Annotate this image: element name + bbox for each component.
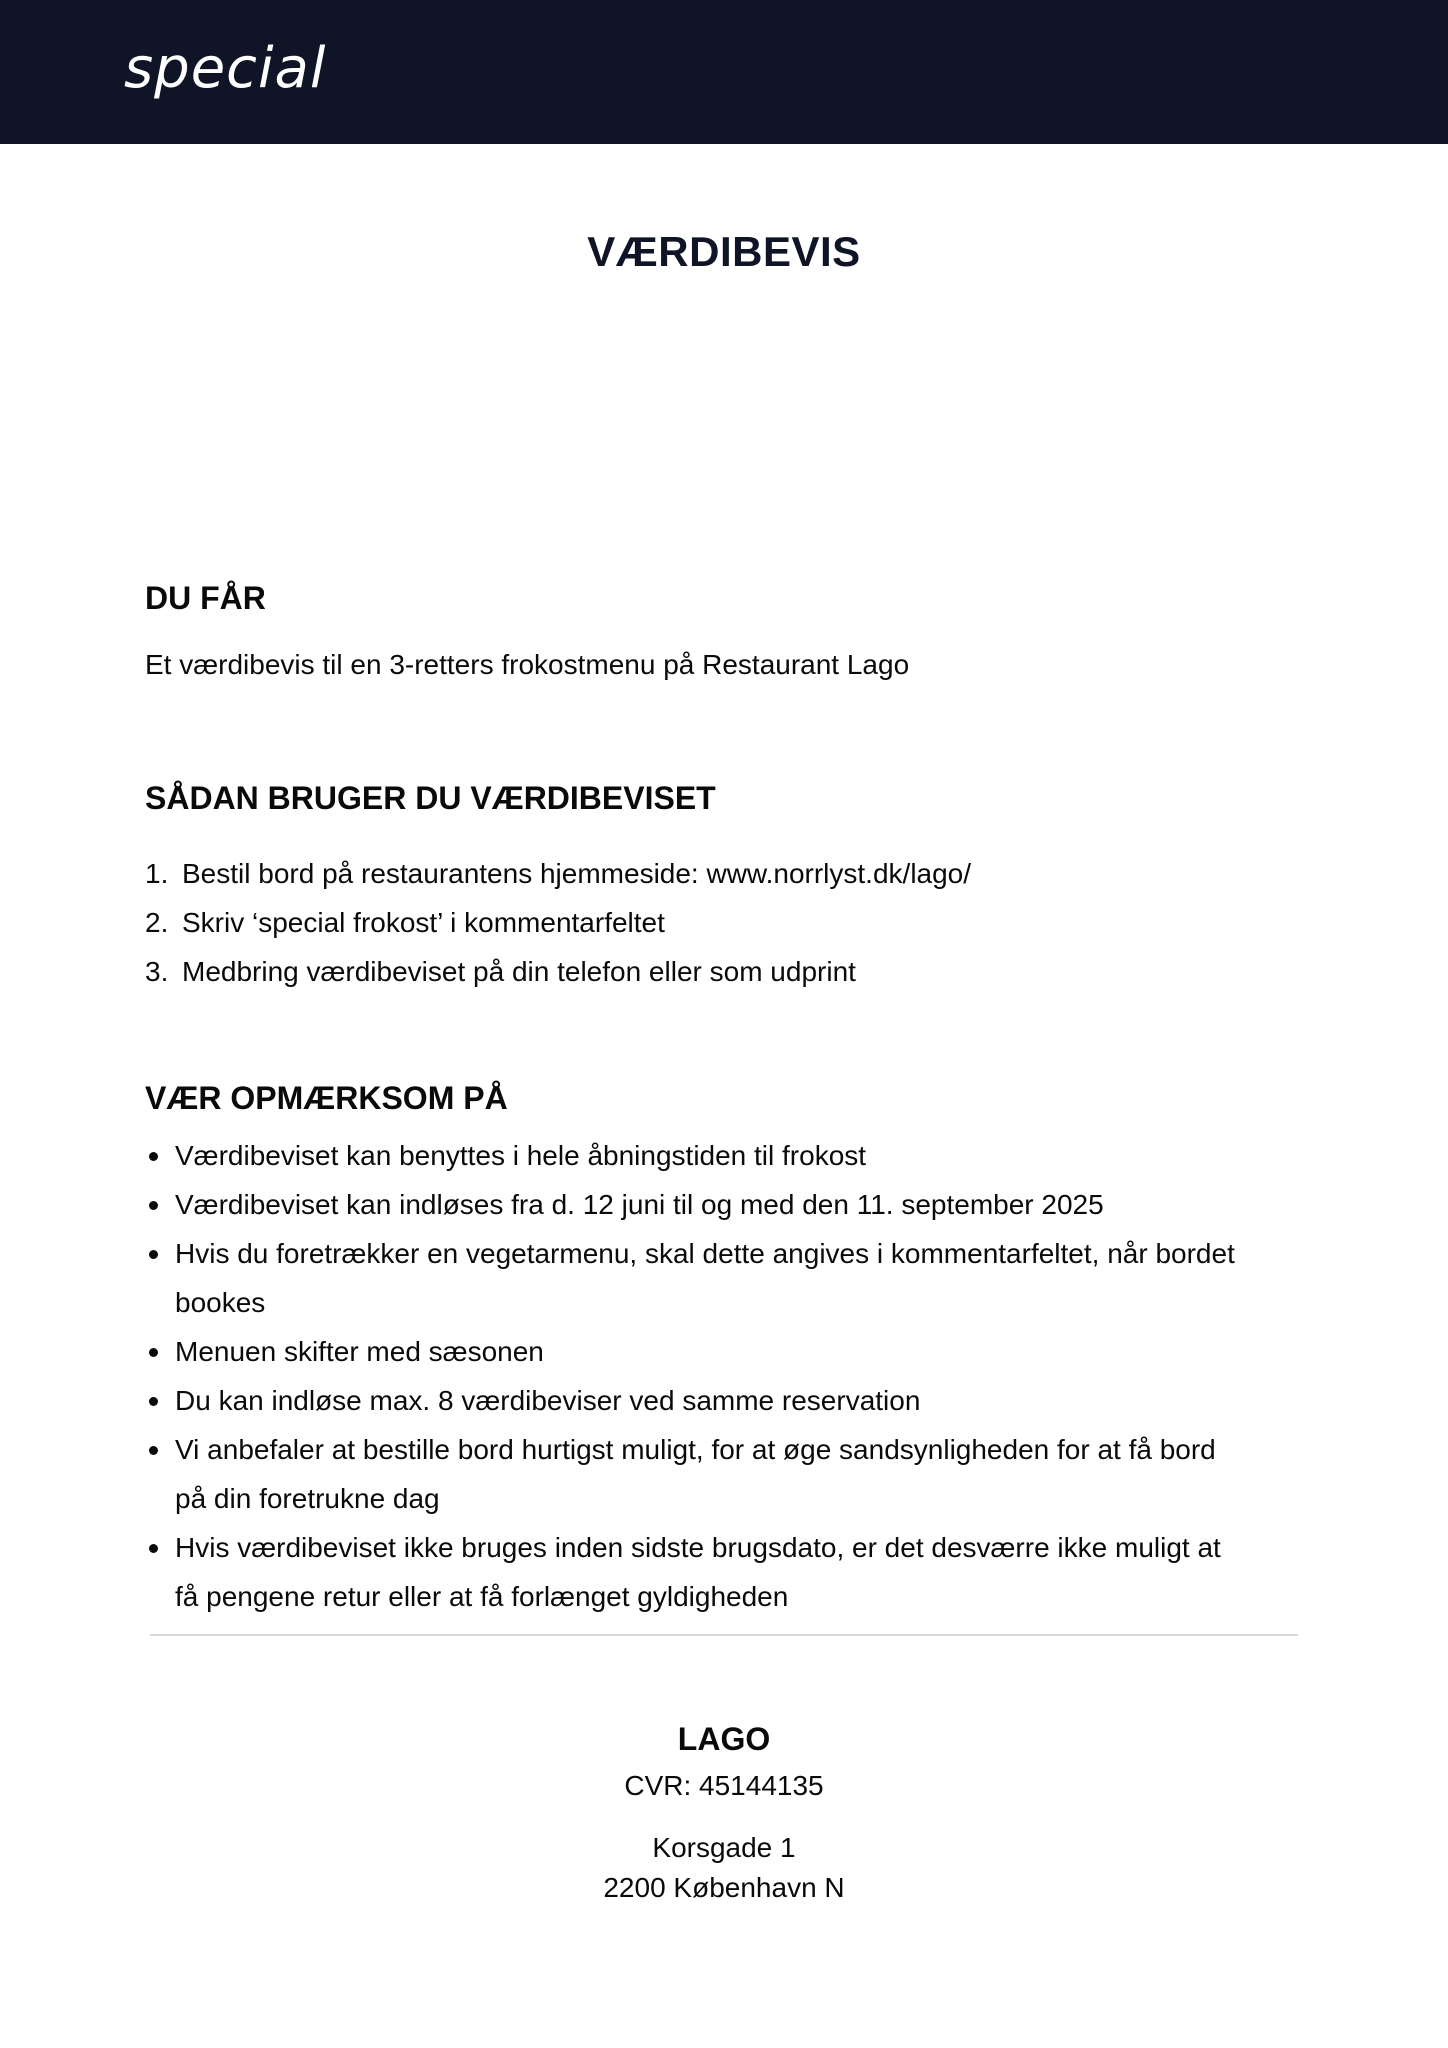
bullet-icon [145, 1523, 175, 1621]
list-item [145, 1425, 1245, 1523]
footer-cvr: CVR: 45144135 [624, 1770, 824, 1801]
bullet-icon [145, 1376, 175, 1425]
step-text: Medbring værdibeviset på din telefon eller som udprint [182, 956, 856, 987]
footer-divider [150, 1634, 1298, 1636]
bullet-icon [145, 1180, 175, 1229]
section-notice [145, 1080, 1265, 1621]
footer-city: 2200 København N [603, 1872, 845, 1903]
section-you-get [145, 580, 1265, 681]
step-text: Bestil bord på restaurantens hjemmeside: www.norrlyst.dk/lago/ [182, 858, 972, 889]
list-item [145, 898, 1265, 947]
step-number: 3. [145, 956, 169, 987]
list-item [145, 1376, 1245, 1425]
list-item [145, 1523, 1245, 1621]
special-logo: special [124, 36, 327, 101]
notice-text: Menuen skifter med sæsonen [175, 1336, 544, 1367]
step-text: Skriv ‘special frokost’ i kommentarfeltet [182, 907, 665, 938]
bullet-icon [145, 1425, 175, 1523]
list-item [145, 1229, 1245, 1327]
step-number: 2. [145, 907, 169, 938]
footer-company-name: LAGO [677, 1721, 771, 1757]
list-item [145, 849, 1265, 898]
bullet-icon [145, 1229, 175, 1327]
section-heading-notice: VÆR OPMÆRKSOM PÅ [145, 1080, 508, 1116]
notice-list [145, 1131, 1265, 1621]
you-get-text: Et værdibevis til en 3-retters frokostmenu på Restaurant Lago [145, 649, 910, 680]
notice-text: Værdibeviset kan benyttes i hele åbningstiden til frokost [175, 1140, 867, 1171]
section-heading-you-get: DU FÅR [145, 580, 266, 616]
list-item [145, 947, 1265, 996]
list-item [145, 1327, 1245, 1376]
list-item [145, 1131, 1245, 1180]
list-item [145, 1180, 1245, 1229]
notice-text: Værdibeviset kan indløses fra d. 12 juni til og med den 11. september 2025 [175, 1189, 1104, 1220]
bullet-icon [145, 1131, 175, 1180]
how-to-steps [145, 849, 1265, 996]
header-bar [0, 0, 1448, 144]
footer-street: Korsgade 1 [652, 1832, 796, 1863]
section-heading-how-to: SÅDAN BRUGER DU VÆRDIBEVISET [145, 780, 716, 816]
step-number: 1. [145, 858, 169, 889]
notice-text: Vi anbefaler at bestille bord hurtigst muligt, for at øge sandsynligheden for at få bord på din foretrukne dag [175, 1434, 1216, 1514]
bullet-icon [145, 1327, 175, 1376]
document-title: VÆRDIBEVIS [587, 228, 861, 275]
section-how-to [145, 780, 1265, 996]
footer [0, 1718, 1448, 1908]
notice-text: Du kan indløse max. 8 værdibeviser ved samme reservation [175, 1385, 921, 1416]
notice-text: Hvis du foretrækker en vegetarmenu, skal dette angives i kommentarfeltet, når bordet bookes [175, 1238, 1235, 1318]
notice-text: Hvis værdibeviset ikke bruges inden sidste brugsdato, er det desværre ikke muligt at få pengene retur eller at få forlænget gyldigheden [175, 1532, 1221, 1612]
